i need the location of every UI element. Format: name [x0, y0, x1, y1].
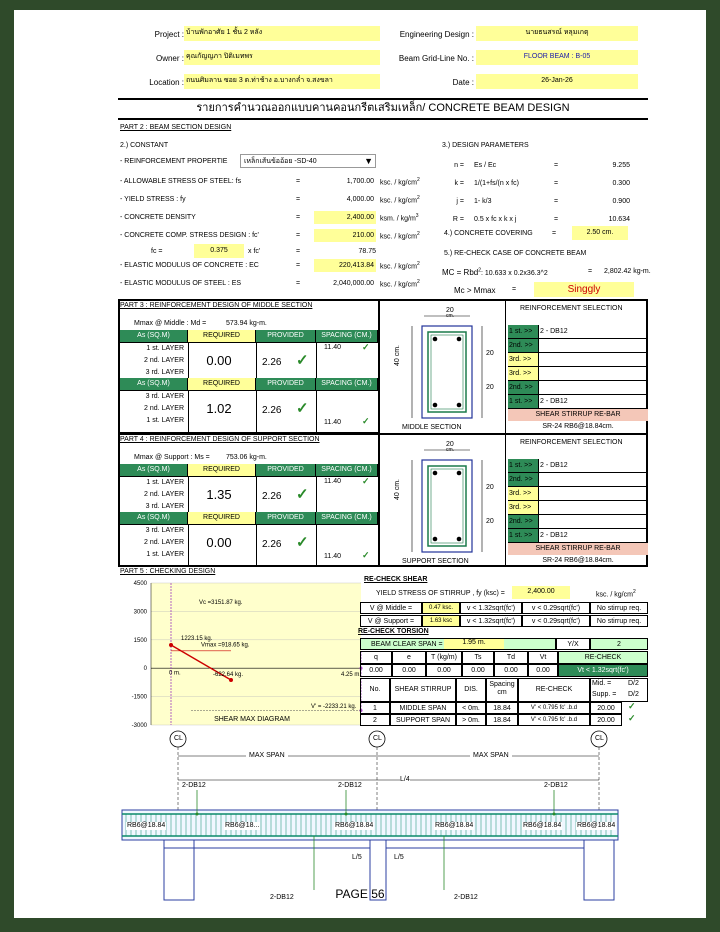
- table-header: PROVIDED: [256, 330, 316, 342]
- torsion-header: Vt: [528, 651, 558, 664]
- table-header: SPACING (CM.): [316, 330, 378, 342]
- constant-eq: =: [296, 196, 301, 203]
- table-header: SPACING (CM.): [316, 512, 378, 524]
- shear-cell: v < 0.29sqrt(fc'): [522, 602, 590, 614]
- layer-value: 2 - DB12: [540, 532, 568, 539]
- max-span-label: MAX SPAN: [470, 752, 512, 760]
- layer-selector[interactable]: 2nd. >>: [508, 381, 538, 394]
- constant-label: - CONCRETE COMP. STRESS DESIGN : fc': [120, 232, 259, 239]
- spacing-value: 11.40: [324, 344, 341, 351]
- rebar-select-value: เหล็กเส้นข้ออ้อย -SD-40: [244, 158, 317, 165]
- stirrup-value: SR-24 RB6@18.84cm.: [542, 423, 614, 430]
- torsion-header: e: [392, 651, 426, 664]
- engineer-value[interactable]: นายธนสรณ์ หลุมเกตุ: [476, 26, 638, 41]
- yield-value[interactable]: 2,400.00: [512, 586, 570, 599]
- yx-value: 2: [590, 638, 648, 650]
- layer-selector[interactable]: 2nd. >>: [508, 473, 538, 486]
- layer-selector[interactable]: 3rd. >>: [508, 487, 538, 500]
- check-icon: ✓: [362, 342, 370, 352]
- recheck-beam-label: 5.) RE-CHECK CASE OF CONCRETE BEAM: [444, 250, 587, 257]
- constant-label: - YIELD STRESS : fy: [120, 196, 186, 203]
- layer-label: 3 rd. LAYER: [145, 503, 184, 510]
- layer-selector[interactable]: 3rd. >>: [508, 353, 538, 366]
- constant-label: - CONCRETE DENSITY: [120, 214, 196, 221]
- constant-eq: =: [296, 280, 301, 287]
- param-label: j =: [456, 198, 464, 205]
- constant-value: 4,000.00: [346, 196, 374, 203]
- date-value[interactable]: 26-Jan-26: [476, 74, 638, 89]
- unit-sup: 2: [416, 195, 420, 201]
- torsion-value: 0.00: [360, 664, 392, 677]
- y-tick-label: 0: [143, 666, 147, 673]
- chart-annotation: V' = -2233.21 kg.: [311, 703, 357, 710]
- yield-label: YIELD STRESS OF STIRRUP , fy (ksc) =: [376, 590, 505, 597]
- part4-heading: PART 4 : REINFORCEMENT DESIGN OF SUPPORT SECTION: [120, 436, 320, 443]
- fc-eq: =: [296, 248, 301, 255]
- l4-label: L/4: [400, 776, 410, 783]
- stirrup-label: RB6@18.84: [335, 822, 374, 829]
- covering-value[interactable]: 2.50 cm.: [572, 226, 628, 240]
- shear-cell: No stirrup req.: [590, 615, 648, 627]
- torsion-header: Ts: [462, 651, 494, 664]
- param-value: 0.900: [612, 198, 630, 205]
- section-height: 40 cm.: [394, 344, 401, 366]
- required-value: 0.00: [206, 535, 232, 550]
- part3-heading: PART 3 : REINFORCEMENT DESIGN OF MIDDLE SECTION: [120, 302, 313, 309]
- constant-value: 1,700.00: [346, 178, 374, 185]
- table-header: REQUIRED: [188, 330, 256, 342]
- constant-value: 2,040,000.00: [333, 280, 374, 287]
- shear-cell: No stirrup req.: [590, 602, 648, 614]
- mc-compare-eq: =: [512, 286, 517, 293]
- torsion-value: 0.00: [426, 664, 462, 677]
- stirrup-header: Spacing cm: [486, 678, 518, 702]
- l5-label: L/5: [352, 854, 362, 861]
- layer-selector[interactable]: 2nd. >>: [508, 515, 538, 528]
- project-label: Project :: [154, 30, 184, 39]
- cl-label: CL: [373, 735, 382, 742]
- constant-label: - ELASTIC MODULUS OF CONCRETE : EC: [120, 262, 259, 269]
- check-icon: ✓: [296, 534, 309, 551]
- section-width-unit: cm.: [446, 447, 455, 453]
- section-width: 20: [446, 441, 454, 448]
- unit-sup: 2: [416, 177, 420, 183]
- mc-sup: 2: [478, 267, 482, 274]
- shear-cell: V @ Middle =: [360, 602, 422, 614]
- unit-sup: 3: [415, 213, 419, 219]
- stirrup-spacing: 20.00: [590, 702, 622, 714]
- grid-value[interactable]: FLOOR BEAM : B-05: [476, 50, 638, 65]
- part4-mmax-value: 753.06 kg-m.: [226, 454, 267, 461]
- page-title: รายการคำนวณออกแบบคานคอนกรีตเสริมเหล็ก/ CONCRETE BEAM DESIGN: [196, 102, 570, 114]
- unit-sup: 2: [416, 261, 420, 267]
- mid-val: D/2: [628, 680, 639, 687]
- bottom-rebar-label: 2-DB12: [270, 894, 294, 901]
- check-icon: ✓: [628, 701, 636, 711]
- unit-text: ksm. / kg/m: [380, 215, 416, 223]
- param-eq: =: [554, 180, 559, 187]
- top-rebar-label: 2-DB12: [544, 782, 568, 789]
- chart-annotation: -622.64 kg.: [213, 672, 244, 679]
- torsion-header: T (kg/m): [426, 651, 462, 664]
- mc-compare: Mc > Mmax: [454, 286, 496, 295]
- chart-annotation: 0 m.: [169, 670, 181, 677]
- constant-heading: 2.) CONSTANT: [120, 142, 169, 149]
- reinforcement-selection-title: REINFORCEMENT SELECTION: [520, 439, 623, 446]
- param-formula: 1- k/3: [474, 198, 492, 205]
- param-formula: 0.5 x fc x k x j: [474, 216, 517, 223]
- column: [584, 840, 614, 900]
- layer-label: 2 nd. LAYER: [144, 405, 184, 412]
- check-icon: ✓: [362, 416, 370, 426]
- cl-label: CL: [595, 735, 604, 742]
- supp-label: Supp. =: [592, 691, 617, 698]
- constant-value[interactable]: 2,400.00: [314, 211, 376, 224]
- layer-selector[interactable]: 1 st. >>: [508, 395, 538, 408]
- design-params-heading: 3.) DESIGN PARAMETERS: [442, 142, 529, 149]
- shear-cell: v < 0.29sqrt(fc'): [522, 615, 590, 627]
- spacing-value: 11.40: [324, 419, 341, 426]
- torsion-value: 0.00: [528, 664, 558, 677]
- layer-label: 3 rd. LAYER: [145, 369, 184, 376]
- reinforcement-selection-title: REINFORCEMENT SELECTION: [520, 305, 623, 312]
- section_mid-label: MIDDLE SECTION: [402, 424, 462, 431]
- table-header: As (SQ.M): [120, 378, 188, 390]
- layer-value: 2 - DB12: [540, 398, 568, 405]
- stirrup-cell: 18.84: [486, 702, 518, 714]
- section-dim: 20: [486, 384, 494, 391]
- stirrup-spacing: 20.00: [590, 714, 622, 726]
- torsion-value: 0.00: [462, 664, 494, 677]
- table-header: As (SQ.M): [120, 464, 188, 476]
- param-value: 0.300: [612, 180, 630, 187]
- stirrup-label: RB6@18.84: [435, 822, 474, 829]
- constant-eq: =: [296, 178, 301, 185]
- spacing-value: 11.40: [324, 553, 341, 560]
- shear-cell: v < 1.32sqrt(fc'): [460, 602, 522, 614]
- table-header: As (SQ.M): [120, 512, 188, 524]
- constant-label: - ELASTIC MODULUS OF STEEL : ES: [120, 280, 242, 287]
- layer-label: 3 rd. LAYER: [145, 393, 184, 400]
- cl-label: CL: [174, 735, 183, 742]
- layer-value: 2 - DB12: [540, 328, 568, 335]
- stirrup-cell: SUPPORT SPAN: [390, 714, 456, 726]
- check-icon: ✓: [296, 486, 309, 503]
- rebar-label: - REINFORCEMENT PROPERTIE: [120, 158, 228, 165]
- chart-annotation: 4.25 m.: [341, 672, 362, 679]
- top-rebar-label: 2-DB12: [182, 782, 206, 789]
- table-header: PROVIDED: [256, 464, 316, 476]
- project-value[interactable]: บ้านพักอาศัย 1 ชั้น 2 หลัง: [184, 26, 380, 41]
- shear-cell: 0.47 ksc.: [422, 602, 460, 614]
- check-icon: ✓: [362, 476, 370, 486]
- shear-cell: 1.63 ksc: [422, 615, 460, 627]
- param-eq: =: [554, 198, 559, 205]
- check-icon: ✓: [628, 713, 636, 723]
- layer-label: 1 st. LAYER: [146, 551, 184, 558]
- shear-cell: V @ Support =: [360, 615, 422, 627]
- stirrup-cell: V' < 0.795 fc' .b.d: [518, 714, 590, 726]
- layer-label: 2 nd. LAYER: [144, 491, 184, 498]
- covering-eq: =: [552, 230, 557, 237]
- stirrup-header: RE-CHECK: [518, 678, 590, 702]
- provided-value: 2.26: [262, 405, 282, 416]
- unit-text: ksc. / kg/cm: [380, 197, 417, 205]
- stirrup-cell: MIDDLE SPAN: [390, 702, 456, 714]
- mid-label: Mid. =: [592, 680, 612, 687]
- stirrup-label: RB6@18.84: [523, 822, 562, 829]
- layer-selector[interactable]: 1 st. >>: [508, 325, 538, 338]
- param-formula: Es / Ec: [474, 162, 497, 169]
- provided-value: 2.26: [262, 539, 282, 550]
- provided-value: 2.26: [262, 491, 282, 502]
- check-icon: ✓: [296, 400, 309, 417]
- part3-mmax-value: 573.94 kg-m.: [226, 320, 267, 327]
- owner-label: Owner :: [155, 54, 184, 63]
- section_sup-label: SUPPORT SECTION: [402, 558, 469, 565]
- param-label: R =: [452, 216, 464, 223]
- constant-label: - ALLOWABLE STRESS OF STEEL: fs: [120, 178, 242, 185]
- stirrup-label: RB6@18.84: [577, 822, 616, 829]
- part3-mmax-label: Mmax @ Middle : Md =: [134, 320, 207, 327]
- table-header: REQUIRED: [188, 464, 256, 476]
- section-width: 20: [446, 307, 454, 314]
- mc-label: MC = Rbd: [442, 268, 479, 277]
- y-tick-label: -3000: [131, 723, 147, 729]
- yx-label: Y/X: [556, 638, 590, 650]
- torsion-value: 0.00: [392, 664, 426, 677]
- unit-sup: 2: [416, 279, 420, 285]
- table-header: SPACING (CM.): [316, 378, 378, 390]
- fc-x: x fc': [248, 248, 261, 255]
- fc-label: fc =: [151, 248, 163, 255]
- torsion-header: RE-CHECK: [558, 651, 648, 664]
- page-number: PAGE 56: [335, 887, 385, 901]
- layer-value: 2 - DB12: [540, 462, 568, 469]
- stirrup-cell: > 0m.: [456, 714, 486, 726]
- part4-mmax-label: Mmax @ Support : Ms =: [134, 454, 210, 461]
- location-label: Location :: [149, 78, 184, 87]
- part5-heading: PART 5 : CHECKING DESIGN: [120, 568, 216, 575]
- layer-selector[interactable]: 3rd. >>: [508, 367, 538, 380]
- mc-eq: =: [588, 268, 593, 275]
- required-value: 0.00: [206, 353, 232, 368]
- required-value: 1.35: [206, 487, 232, 502]
- table-header: REQUIRED: [188, 378, 256, 390]
- constant-eq: =: [296, 262, 301, 269]
- fc-ratio[interactable]: 0.375: [194, 244, 244, 258]
- param-label: n =: [454, 162, 464, 169]
- torsion-header: q: [360, 651, 392, 664]
- layer-label: 2 nd. LAYER: [144, 539, 184, 546]
- engineer-label: Engineering Design :: [399, 30, 474, 39]
- l5-label: L/5: [394, 854, 404, 861]
- chart-annotation: Vmax =918.65 kg.: [201, 642, 250, 649]
- span-label: BEAM CLEAR SPAN =: [360, 638, 556, 650]
- chart-title: SHEAR MAX DIAGRAM: [214, 716, 290, 723]
- unit-sup: 2: [416, 231, 420, 237]
- param-value: 9.255: [612, 162, 630, 169]
- y-tick-label: 3000: [133, 609, 147, 616]
- stirrup-cell: 2: [360, 714, 390, 726]
- table-header: PROVIDED: [256, 378, 316, 390]
- layer-selector[interactable]: 3rd. >>: [508, 501, 538, 514]
- shear-cell: v < 1.32sqrt(fc'): [460, 615, 522, 627]
- table-header: REQUIRED: [188, 512, 256, 524]
- table-header: PROVIDED: [256, 512, 316, 524]
- table-header: SPACING (CM.): [316, 464, 378, 476]
- fc-result: 78.75: [358, 248, 376, 255]
- layer-label: 1 st. LAYER: [146, 345, 184, 352]
- max-span-label: MAX SPAN: [246, 752, 288, 760]
- yield-unit: ksc. / kg/cm: [596, 591, 633, 599]
- stirrup-label: RB6@18.84: [127, 822, 166, 829]
- constant-eq: =: [296, 232, 301, 239]
- table-header: As (SQ.M): [120, 330, 188, 342]
- layer-label: 1 st. LAYER: [146, 479, 184, 486]
- check-icon: ✓: [296, 352, 309, 369]
- supp-val: D/2: [628, 691, 639, 698]
- unit-text: ksc. / kg/cm: [380, 281, 417, 289]
- section-dim: 20: [486, 518, 494, 525]
- owner-value[interactable]: คุณกัญญภา ปิติเมทพร: [184, 50, 380, 65]
- unit-text: ksc. / kg/cm: [380, 233, 417, 241]
- required-value: 1.02: [206, 401, 232, 416]
- constant-value[interactable]: 220,413.84: [314, 259, 376, 272]
- torsion-header: Td: [494, 651, 528, 664]
- constant-value[interactable]: 210.00: [314, 229, 376, 242]
- y-tick-label: 1500: [133, 637, 147, 644]
- chart-annotation: Vc =3151.87 kg.: [199, 599, 243, 606]
- stirrup-header: SHEAR STIRRUP RE-BAR: [508, 543, 648, 555]
- y-tick-label: 4500: [133, 581, 147, 587]
- chart-annotation: 1223.15 kg.: [181, 635, 213, 642]
- section-width-unit: cm.: [446, 313, 455, 319]
- y-tick-label: -1500: [131, 694, 147, 701]
- location-value[interactable]: ถนนศิมลาน ซอย 3 ต.ท่าช้าง อ.บางกล่ำ จ.สงขลา: [184, 74, 380, 89]
- param-value: 10.634: [608, 216, 630, 223]
- layer-selector[interactable]: 1 st. >>: [508, 529, 538, 542]
- torsion-value: 0.00: [494, 664, 528, 677]
- layer-selector[interactable]: 2nd. >>: [508, 339, 538, 352]
- provided-value: 2.26: [262, 357, 282, 368]
- stirrup-cell: 1: [360, 702, 390, 714]
- stirrup-header: No.: [360, 678, 390, 702]
- stirrup-cell: V' < 0.795 fc' .b.d: [518, 702, 590, 714]
- mc-formula: : 10.633 x 0.2x36.3^2: [481, 270, 548, 277]
- param-eq: =: [554, 162, 559, 169]
- chevron-down-icon[interactable]: ▼: [364, 156, 373, 166]
- layer-label: 1 st. LAYER: [146, 417, 184, 424]
- layer-label: 3 rd. LAYER: [145, 527, 184, 534]
- recheck-torsion-title: RE-CHECK TORSION: [358, 628, 429, 635]
- calculation-sheet: [14, 10, 706, 918]
- span-value[interactable]: 1.95 m.: [444, 639, 504, 649]
- column: [164, 840, 194, 900]
- mc-result: Singgly: [534, 282, 634, 297]
- covering-label: 4.) CONCRETE COVERING: [444, 230, 533, 237]
- stirrup-header: DIS.: [456, 678, 486, 702]
- param-eq: =: [554, 216, 559, 223]
- check-icon: ✓: [362, 550, 370, 560]
- stirrup-label: RB6@18...: [225, 822, 260, 829]
- param-formula: 1/(1+fs/(n x fc): [474, 180, 519, 187]
- unit-text: ksc. / kg/cm: [380, 179, 417, 187]
- param-label: k =: [454, 180, 464, 187]
- mc-value: 2,802.42 kg-m.: [604, 268, 651, 275]
- layer-label: 2 nd. LAYER: [144, 357, 184, 364]
- yield-sup: 2: [632, 589, 636, 595]
- section-dim: 20: [486, 350, 494, 357]
- unit-text: ksc. / kg/cm: [380, 263, 417, 271]
- stirrup-header: SHEAR STIRRUP RE-BAR: [508, 409, 648, 421]
- recheck-shear-title: RE-CHECK SHEAR: [364, 576, 428, 583]
- stirrup-cell: 18.84: [486, 714, 518, 726]
- date-label: Date :: [452, 78, 474, 87]
- part2-heading: PART 2 : BEAM SECTION DESIGN: [120, 124, 232, 131]
- top-rebar-label: 2-DB12: [338, 782, 362, 789]
- torsion-value: Vt < 1.32sqrt(fc'): [558, 664, 648, 677]
- section-dim: 20: [486, 484, 494, 491]
- section-height: 40 cm.: [394, 478, 401, 500]
- constant-eq: =: [296, 214, 301, 221]
- bottom-rebar-label: 2-DB12: [454, 894, 478, 901]
- layer-selector[interactable]: 1 st. >>: [508, 459, 538, 472]
- stirrup-cell: < 0m.: [456, 702, 486, 714]
- spacing-value: 11.40: [324, 478, 341, 485]
- stirrup-value: SR-24 RB6@18.84cm.: [542, 557, 614, 564]
- grid-label: Beam Grid-Line No. :: [398, 54, 474, 63]
- stirrup-header: SHEAR STIRRUP: [390, 678, 456, 702]
